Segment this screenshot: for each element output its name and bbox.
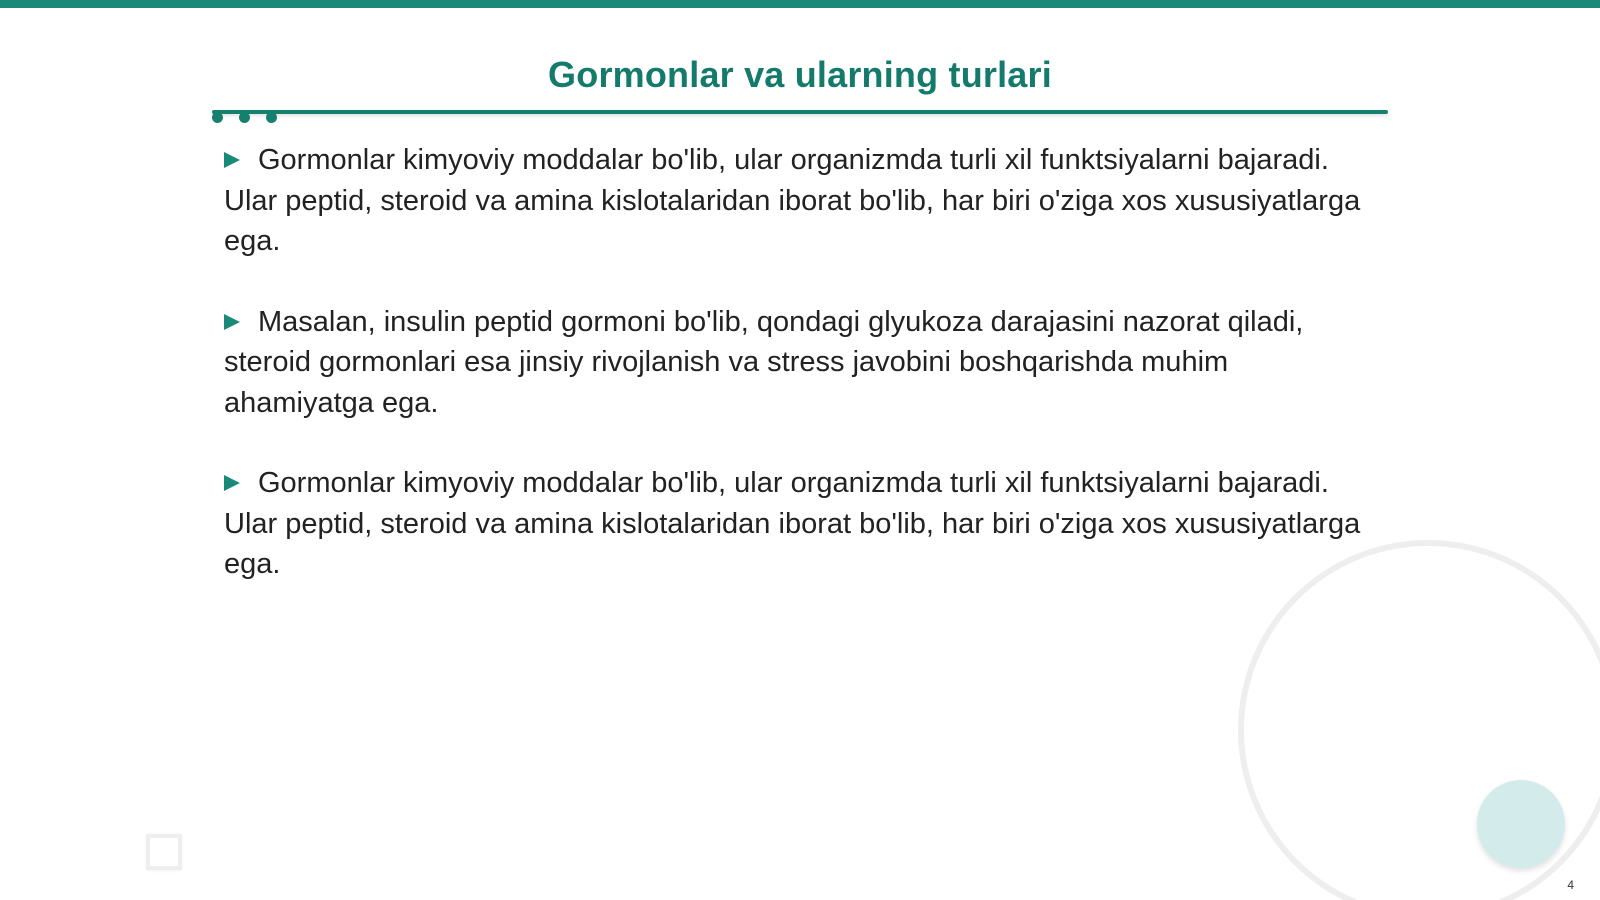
- underline-dot: [266, 112, 277, 123]
- bullet-item: [224, 463, 1374, 585]
- bullet-text: Gormonlar kimyoviy moddalar bo'lib, ular organizmda turli xil funktsiyalarni bajaradi. Ular peptid, steroid va amina kislotalaridan iborat bo'lib, har biri o'ziga xos xususiyatlarga ega.: [224, 144, 1361, 257]
- decorative-circle: [1477, 780, 1565, 868]
- bullet-item: [224, 302, 1374, 424]
- bullet-item: [224, 140, 1374, 262]
- triangle-right-icon: [224, 152, 240, 168]
- title-underline: [212, 110, 1388, 114]
- top-accent-bar: [0, 0, 1600, 8]
- bullet-list: [224, 140, 1374, 625]
- slide-title: Gormonlar va ularning turlari: [548, 54, 1052, 95]
- decorative-square: [146, 834, 182, 870]
- underline-dot: [212, 112, 223, 123]
- bullet-text: Gormonlar kimyoviy moddalar bo'lib, ular organizmda turli xil funktsiyalarni bajaradi. Ular peptid, steroid va amina kislotalaridan iborat bo'lib, har biri o'ziga xos xususiyatlarga ega.: [224, 467, 1361, 580]
- triangle-right-icon: [224, 314, 240, 330]
- bullet-text: Masalan, insulin peptid gormoni bo'lib, qondagi glyukoza darajasini nazorat qiladi, steroid gormonlari esa jinsiy rivojlanish va stress javobini boshqarishda muhim ahamiyatga ega.: [224, 305, 1304, 419]
- underline-dot: [239, 112, 250, 123]
- triangle-right-icon: [224, 475, 240, 491]
- slide-number: 4: [1567, 878, 1574, 892]
